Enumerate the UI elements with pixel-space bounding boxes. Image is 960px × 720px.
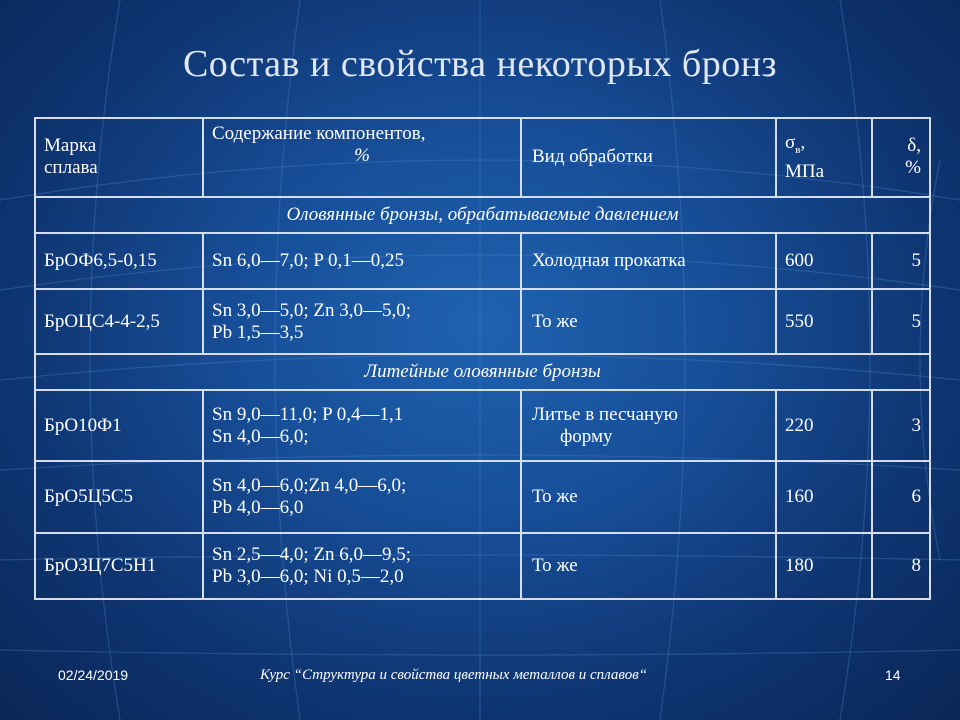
treatment-line1: Литье в песчаную: [532, 403, 678, 425]
cell-delta: 5: [872, 289, 930, 354]
cell-composition: [203, 289, 521, 354]
treatment-line1: То же: [532, 310, 578, 332]
slide-title: Состав и свойства некоторых бронз: [182, 43, 778, 85]
header-content: [203, 118, 521, 197]
composition-line2: Sn 4,0—6,0;: [212, 425, 309, 447]
section-title-pressure: Оловянные бронзы, обрабатываемые давлением: [35, 197, 930, 233]
cell-sigma: 220: [776, 390, 872, 461]
cell-composition: [203, 533, 521, 599]
composition-line1: Sn 4,0—6,0;Zn 4,0—6,0;: [212, 475, 407, 497]
composition-line1: Sn 6,0—7,0; P 0,1—0,25: [212, 250, 404, 272]
cell-sigma: 180: [776, 533, 872, 599]
cell-composition: [203, 390, 521, 461]
cell-delta: 6: [872, 461, 930, 534]
header-sigma-unit: МПа: [785, 160, 825, 182]
bronze-properties-table: [34, 117, 931, 600]
cell-treatment: [521, 461, 776, 534]
section-title-casting: Литейные оловянные бронзы: [35, 354, 930, 390]
header-content-line1: Содержание компонентов,: [212, 123, 426, 144]
header-treatment-label: Вид обработки: [532, 146, 653, 168]
sigma-subscript: в: [795, 143, 801, 156]
treatment-line1: То же: [532, 555, 578, 577]
header-content-line2: %: [354, 145, 370, 166]
composition-line1: Sn 9,0—11,0; P 0,4—1,1: [212, 403, 404, 425]
cell-grade: БрО10Ф1: [35, 390, 203, 461]
composition-line2: Pb 4,0—6,0: [212, 497, 304, 519]
section-row: [35, 354, 930, 390]
header-sigma: [776, 118, 872, 197]
cell-grade: БрОЦС4-4-2,5: [35, 289, 203, 354]
header-grade-line1: Марка: [44, 135, 97, 157]
header-grade: [35, 118, 203, 197]
treatment-line1: Холодная прокатка: [532, 250, 686, 272]
header-grade-line2: сплава: [44, 157, 98, 179]
cell-sigma: 550: [776, 289, 872, 354]
header-sigma-symbol-line: [785, 132, 863, 161]
header-delta-line1: δ,: [907, 135, 921, 157]
cell-delta: 5: [872, 233, 930, 289]
cell-composition: [203, 461, 521, 534]
header-delta-line2: %: [905, 157, 921, 179]
cell-grade: БрОЗЦ7С5Н1: [35, 533, 203, 599]
table-row: [35, 233, 930, 289]
cell-grade: БрОФ6,5-0,15: [35, 233, 203, 289]
cell-treatment: [521, 390, 776, 461]
cell-grade: БрО5Ц5С5: [35, 461, 203, 534]
treatment-line1: То же: [532, 486, 578, 508]
header-treatment: [521, 118, 776, 197]
cell-sigma: 600: [776, 233, 872, 289]
cell-delta: 8: [872, 533, 930, 599]
composition-line2: Pb 1,5—3,5: [212, 321, 304, 343]
cell-sigma: 160: [776, 461, 872, 534]
composition-line1: Sn 3,0—5,0; Zn 3,0—5,0;: [212, 299, 411, 321]
table-row: [35, 461, 930, 534]
footer-course-title: Курс “Структура и свойства цветных металлов и сплавов“: [260, 667, 648, 683]
section-row: [35, 197, 930, 233]
cell-treatment: [521, 233, 776, 289]
sigma-comma: ,: [800, 131, 806, 153]
cell-delta: 3: [872, 390, 930, 461]
sigma-symbol: σ: [785, 131, 796, 153]
composition-line2: Pb 3,0—6,0; Ni 0,5—2,0: [212, 566, 404, 588]
footer-date: 02/24/2019: [58, 667, 129, 683]
cell-composition: [203, 233, 521, 289]
cell-treatment: [521, 289, 776, 354]
composition-line1: Sn 2,5—4,0; Zn 6,0—9,5;: [212, 544, 411, 566]
table-header-row: [35, 118, 930, 197]
treatment-line2: [532, 426, 767, 448]
treatment-line2-text: форму: [560, 425, 613, 447]
header-delta: [872, 118, 930, 197]
footer-page-number: 14: [885, 667, 901, 683]
cell-treatment: [521, 533, 776, 599]
table-row: [35, 390, 930, 461]
table-row: [35, 289, 930, 354]
table-row: [35, 533, 930, 599]
